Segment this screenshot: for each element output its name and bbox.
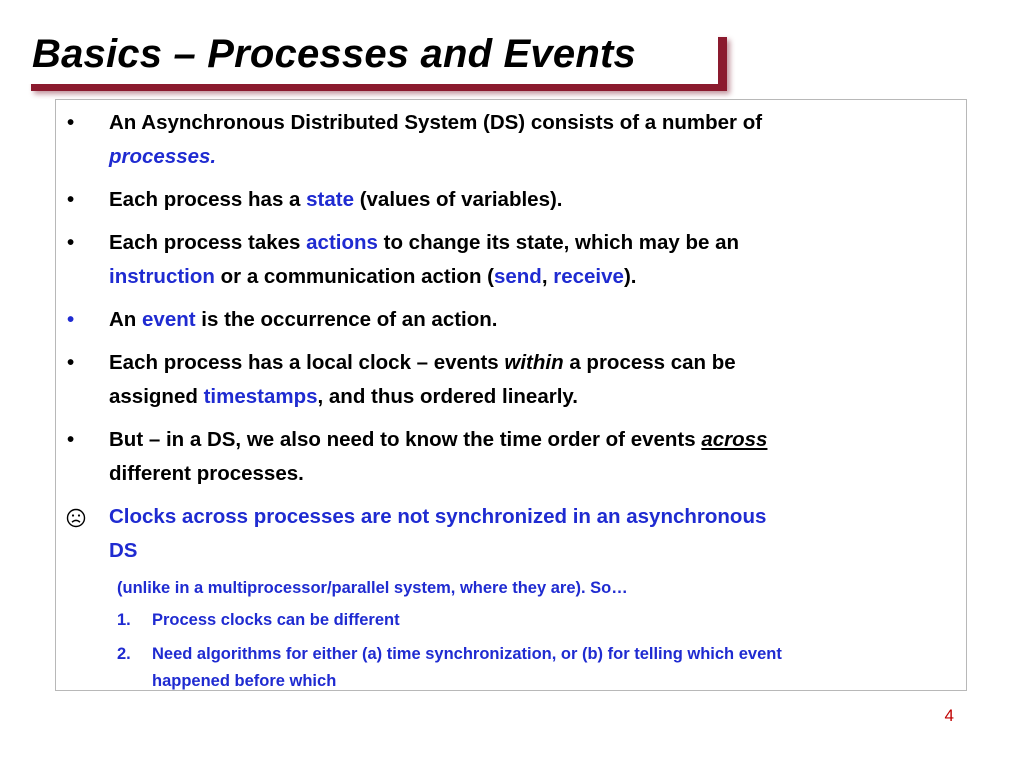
numbered-item-2 — [56, 641, 956, 695]
frown-face-icon — [66, 505, 86, 525]
emphasis-term: within — [504, 351, 564, 374]
bullet-text — [109, 183, 949, 217]
special-note: (unlike in a multiprocessor/parallel system, where they are). So… — [117, 579, 628, 597]
item-number: 1. — [117, 611, 131, 629]
bullet-text-part: assigned — [109, 385, 204, 408]
bullet-text-part: ). — [623, 265, 637, 288]
bullet-text-part: , and thus ordered linearly. — [317, 385, 578, 408]
highlight-term: receive — [553, 265, 624, 288]
bullet-text — [109, 346, 949, 414]
item-text — [152, 641, 942, 695]
content-box — [55, 99, 967, 691]
highlight-term: event — [142, 308, 196, 331]
bullet-text-part: Each process has a local clock – events — [109, 351, 505, 374]
bullet-text-part: Each process has a — [109, 188, 307, 211]
highlight-term: actions — [306, 231, 378, 254]
page-number: 4 — [944, 706, 954, 725]
title-box — [22, 30, 718, 84]
bullet-text — [109, 106, 949, 174]
bullet-text-part: An Asynchronous Distributed System (DS) consists of a number of — [109, 111, 763, 134]
bullet-text-part: Each process takes — [109, 231, 307, 254]
bullet-marker: • — [67, 351, 75, 374]
bullet-marker: • — [67, 308, 75, 331]
bullet-marker: • — [67, 111, 75, 134]
highlight-term: timestamps — [203, 385, 318, 408]
bullet-text-part: a process can be — [563, 351, 736, 374]
special-text — [109, 500, 949, 568]
special-text-part: DS — [109, 539, 138, 562]
bullet-text-part: But – in a DS, we also need to know the time order of events — [109, 428, 702, 451]
item-text-part: happened before which — [152, 672, 337, 690]
bullet-text — [109, 303, 949, 337]
bullet-text-part: different processes. — [109, 462, 304, 485]
item-text: Process clocks can be different — [152, 611, 400, 629]
item-text-part: Need algorithms for either (a) time synchronization, or (b) for telling which event — [152, 645, 782, 663]
bullet-text-part: An — [109, 308, 143, 331]
highlight-term: send — [493, 265, 542, 288]
numbered-item-1 — [56, 607, 956, 634]
highlight-term: processes. — [109, 145, 217, 168]
bullet-text-part: , — [541, 265, 548, 288]
highlight-term: instruction — [109, 265, 215, 288]
highlight-term: state — [306, 188, 354, 211]
item-number: 2. — [117, 645, 131, 663]
slide-title: Basics – Processes and Events — [32, 32, 636, 76]
bullet-text — [109, 423, 949, 491]
bullet-marker: • — [67, 231, 75, 254]
bullet-text — [109, 226, 949, 294]
bullet-text-part: (values of variables). — [354, 188, 563, 211]
special-text-part: Clocks across processes are not synchronized in an asynchronous — [109, 505, 767, 528]
bullet-text-part: to change its state, which may be an — [377, 231, 740, 254]
bullet-marker: • — [67, 428, 75, 451]
bullet-text-part: or a communication action ( — [214, 265, 494, 288]
bullet-marker: • — [67, 188, 75, 211]
bullet-text-part: is the occurrence of an action. — [195, 308, 498, 331]
emphasis-term: across — [701, 428, 768, 451]
